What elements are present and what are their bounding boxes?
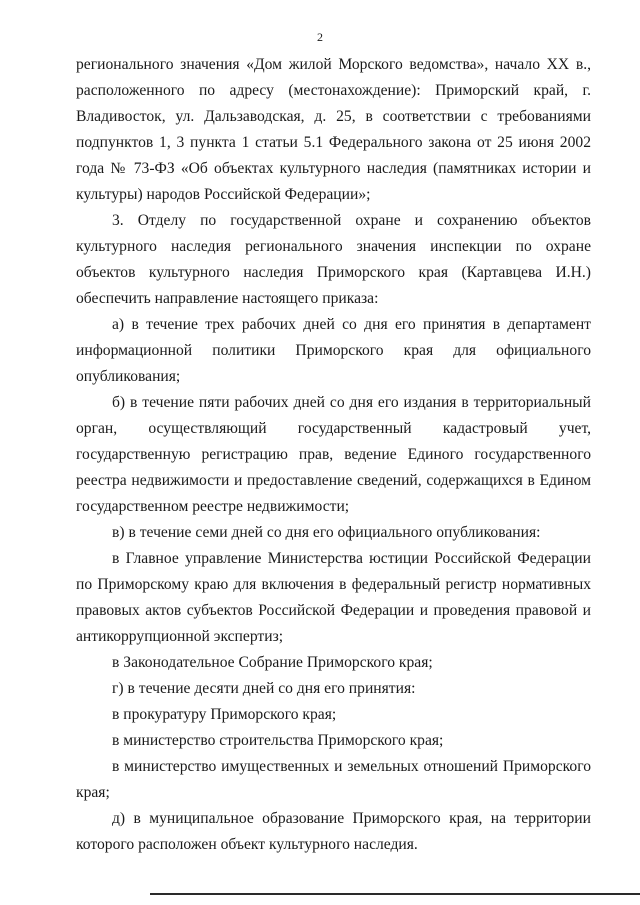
paragraph-subitem-g: г) в течение десяти дней со дня его принятия: — [112, 680, 416, 697]
paragraph-recipient-assembly: в Законодательное Собрание Приморского края; — [112, 654, 433, 671]
paragraph-recipient-justice: в Главное управление Министерства юстиции Российской Федерации по Приморскому краю для включения в федеральный регистр нормативных правовых актов субъектов Российской Федерации и проведения правовой и антикоррупционной экспертиз; — [76, 550, 591, 645]
paragraph-continuation: регионального значения «Дом жилой Морского ведомства», начало XX в., расположенного по адресу (местонахождение): Приморский край, г. Владивосток, ул. Дальзаводская, д. 25, в соответствии с требованиями подпунктов 1, 3 пункта 1 статьи 5.1 Федерального закона от 25 июня 2002 года № 73-ФЗ «Об объектах культурного наследия (памятниках истории и культуры) народов Российской Федерации»; — [76, 56, 591, 203]
paragraph-recipient-construction: в министерство строительства Приморского края; — [112, 732, 444, 749]
bottom-rule-divider — [150, 893, 640, 895]
paragraph-recipient-property: в министерство имущественных и земельных отношений Приморского края; — [76, 758, 591, 801]
paragraph-item-3: 3. Отделу по государственной охране и сохранению объектов культурного наследия регионального значения инспекции по охране объектов культурного наследия Приморского края (Картавцева И.Н.) обеспечить направление настоящего приказа: — [76, 212, 591, 307]
paragraph-recipient-prosecutor: в прокуратуру Приморского края; — [112, 706, 337, 723]
paragraph-subitem-d: д) в муниципальное образование Приморского края, на территории которого расположен объект культурного наследия. — [76, 810, 591, 853]
paragraph-subitem-b: б) в течение пяти рабочих дней со дня его издания в территориальный орган, осуществляющий государственный кадастровый учет, государственную регистрацию прав, ведение Единого государственного реестра недвижимости и предоставление сведений, содержащихся в Едином государственном реестре недвижимости; — [76, 394, 591, 515]
page-number: 2 — [317, 30, 323, 44]
paragraph-subitem-a: а) в течение трех рабочих дней со дня его принятия в департамент информационной политики Приморского края для официального опубликования; — [76, 316, 591, 385]
document-body — [76, 52, 591, 858]
paragraph-subitem-v: в) в течение семи дней со дня его официального опубликования: — [112, 524, 541, 541]
